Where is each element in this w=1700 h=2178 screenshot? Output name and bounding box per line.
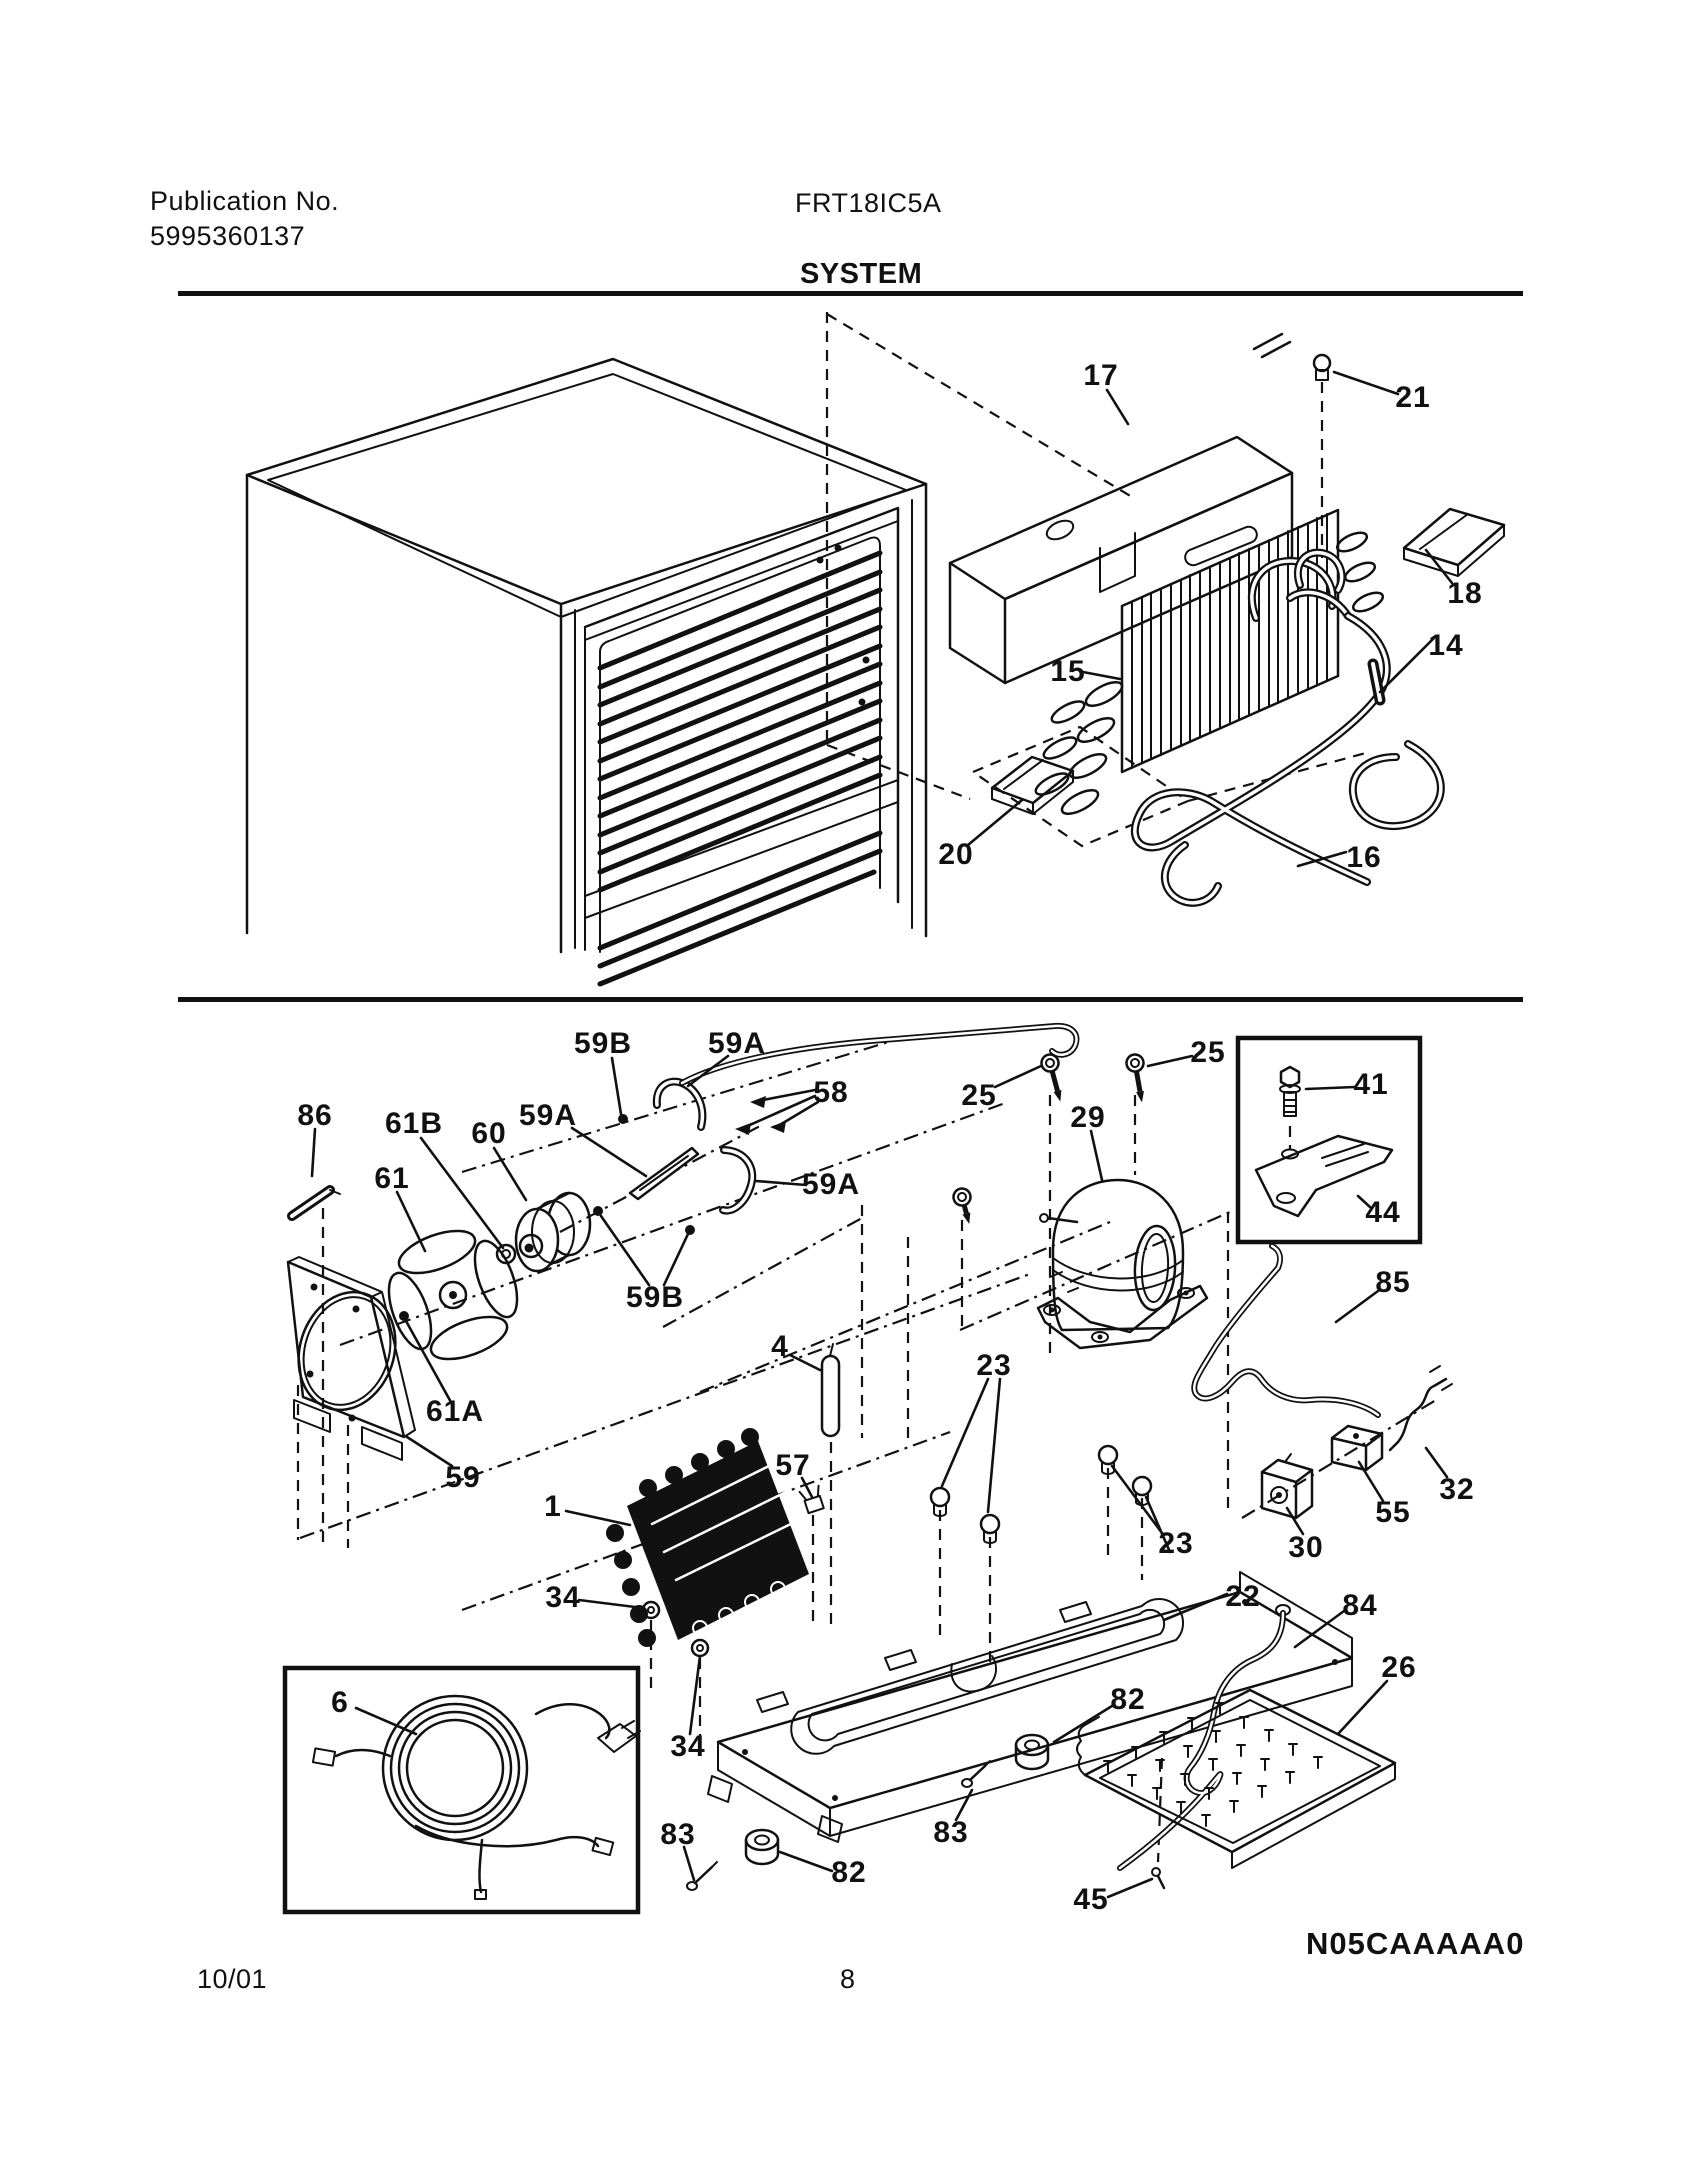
callout-55: 55: [1375, 1496, 1411, 1529]
tube-set-58-59: [593, 1026, 1076, 1235]
callout-17: 17: [1083, 359, 1119, 392]
page-number: 8: [840, 1964, 856, 1994]
cabinet-drawing: [247, 359, 926, 984]
callout-84: 84: [1342, 1589, 1378, 1622]
fan-motor-60: [516, 1193, 590, 1271]
callout-21: 21: [1395, 381, 1431, 414]
callout-59B-1: 59B: [573, 1027, 633, 1060]
callout-61: 61: [374, 1162, 410, 1195]
pad-18: [1404, 509, 1504, 576]
callout-22: 22: [1225, 1580, 1261, 1613]
callout-34-2: 34: [670, 1730, 706, 1763]
callout-30: 30: [1288, 1531, 1324, 1564]
publication-number: 5995360137: [150, 221, 306, 251]
callout-85: 85: [1375, 1266, 1411, 1299]
callout-15: 15: [1050, 655, 1086, 688]
callout-83-2: 83: [933, 1816, 969, 1849]
revision-date: 10/01: [197, 1964, 268, 1994]
callout-16: 16: [1346, 841, 1382, 874]
callout-41: 41: [1353, 1068, 1389, 1101]
tube-85: [1194, 1246, 1378, 1415]
callout-61A: 61A: [425, 1395, 485, 1428]
callout-86: 86: [297, 1099, 333, 1132]
callout-83-1: 83: [660, 1818, 696, 1851]
callout-29: 29: [1070, 1101, 1106, 1134]
callout-26: 26: [1381, 1651, 1417, 1684]
callout-4: 4: [771, 1330, 789, 1363]
grommets-23: [931, 1446, 1151, 1543]
callout-60: 60: [471, 1117, 507, 1150]
grommets-82-83: [687, 1735, 1048, 1890]
callout-57: 57: [775, 1449, 811, 1482]
callout-59A-2: 59A: [707, 1027, 767, 1060]
callout-32: 32: [1439, 1473, 1475, 1506]
callout-25-1: 25: [961, 1079, 997, 1112]
callout-23-2: 23: [1158, 1527, 1194, 1560]
callout-34-1: 34: [545, 1581, 581, 1614]
drier-4: [822, 1344, 839, 1436]
callout-23-1: 23: [976, 1349, 1012, 1382]
clip-57: [800, 1486, 826, 1514]
callout-61B: 61B: [384, 1107, 444, 1140]
callout-18: 18: [1447, 577, 1483, 610]
model-number: FRT18IC5A: [795, 188, 942, 218]
section-title: SYSTEM: [800, 258, 923, 290]
callout-59A-3: 59A: [801, 1168, 861, 1201]
callout-58: 58: [813, 1076, 849, 1109]
publication-label: Publication No.: [150, 186, 340, 216]
callout-6: 6: [331, 1686, 349, 1719]
bracket-86: [292, 1190, 340, 1216]
callout-44: 44: [1365, 1196, 1401, 1229]
callout-20: 20: [938, 838, 974, 871]
callout-82-2: 82: [1110, 1683, 1146, 1716]
callout-59: 59: [445, 1461, 481, 1494]
callout-25-2: 25: [1190, 1036, 1226, 1069]
callout-1: 1: [544, 1490, 562, 1523]
callout-59A-1: 59A: [518, 1099, 578, 1132]
fan-shroud-59: [284, 1257, 415, 1460]
compressor-29: [1038, 1180, 1207, 1348]
callout-82-1: 82: [831, 1856, 867, 1889]
callout-14: 14: [1428, 629, 1464, 662]
callout-59B-2: 59B: [625, 1281, 685, 1314]
diagram-code: N05CAAAAA0: [1306, 1926, 1525, 1961]
callout-45: 45: [1073, 1883, 1109, 1916]
